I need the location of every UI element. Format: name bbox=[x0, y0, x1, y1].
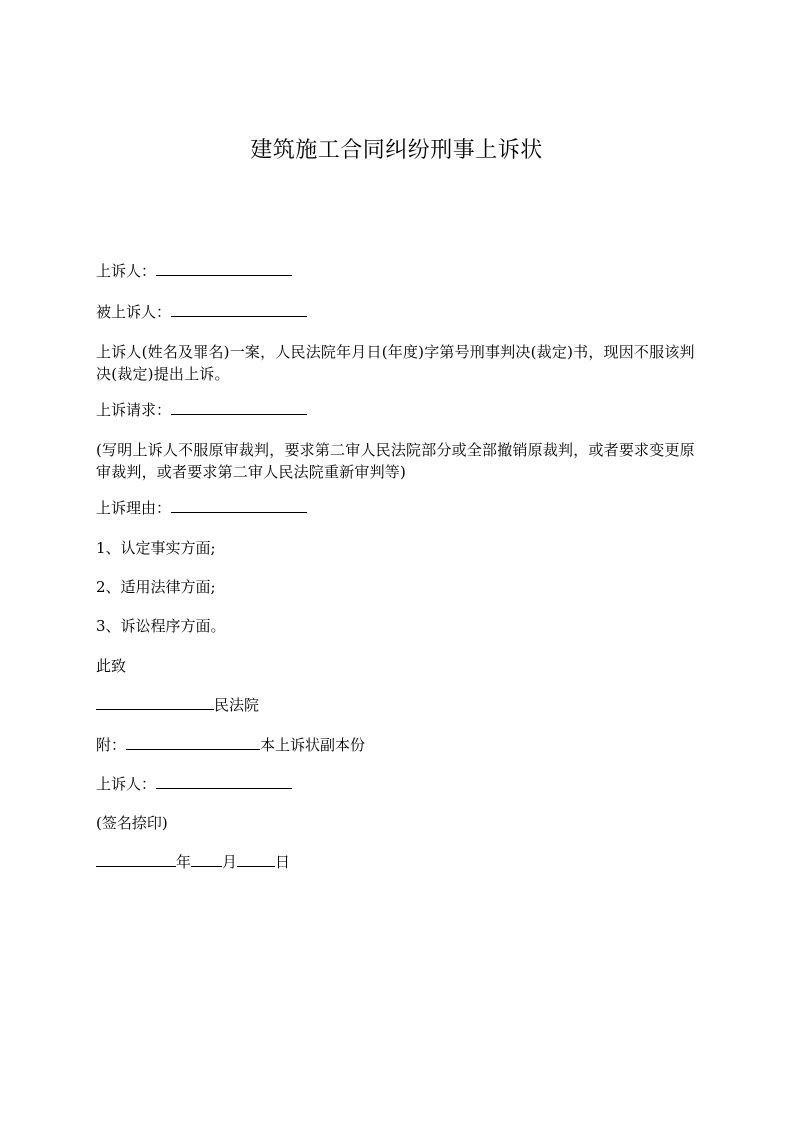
month-blank bbox=[191, 852, 222, 867]
date-day-label: 日 bbox=[275, 853, 291, 871]
reason-label: 上诉理由： bbox=[96, 499, 172, 517]
appellant-blank bbox=[156, 261, 292, 276]
signer-line bbox=[96, 773, 292, 795]
date-month-label: 月 bbox=[222, 853, 238, 871]
attachment-line bbox=[96, 734, 365, 756]
court-suffix: 民法院 bbox=[214, 696, 260, 714]
closing-text: 此致 bbox=[96, 657, 127, 675]
date-year-label: 年 bbox=[176, 853, 192, 871]
court-blank bbox=[96, 695, 214, 710]
document-title: 建筑施工合同纠纷刑事上诉状 bbox=[250, 138, 543, 163]
appellant-label: 上诉人： bbox=[96, 262, 157, 280]
year-blank bbox=[96, 852, 176, 867]
appellee-label: 被上诉人： bbox=[96, 303, 172, 321]
appellee-line bbox=[96, 301, 307, 323]
reason-item: 2、适用法律方面; bbox=[96, 578, 216, 596]
request-line bbox=[96, 399, 307, 421]
intro-paragraph: 上诉人(姓名及罪名)一案，人民法院年月日(年度)字第号刑事判决(裁定)书，现因不服该判决(裁定)提出上诉。 bbox=[96, 343, 695, 383]
reason-item: 3、诉讼程序方面。 bbox=[96, 617, 226, 635]
reason-line bbox=[96, 497, 307, 519]
request-blank bbox=[171, 400, 307, 415]
signer-label: 上诉人： bbox=[96, 775, 157, 793]
request-note: (写明上诉人不服原审裁判，要求第二审人民法院部分或全部撤销原裁判，或者要求变更原审裁判，或者要求第二审人民法院重新审判等) bbox=[96, 441, 695, 481]
reason-blank bbox=[171, 498, 307, 513]
attachment-suffix: 本上诉状副本份 bbox=[260, 736, 366, 754]
court-line bbox=[96, 694, 259, 716]
day-blank bbox=[237, 852, 275, 867]
reason-item: 1、认定事实方面; bbox=[96, 539, 216, 557]
attachment-blank bbox=[126, 735, 260, 750]
signature-note: (签名捺印) bbox=[96, 814, 168, 832]
attachment-label: 附： bbox=[96, 736, 127, 754]
request-label: 上诉请求： bbox=[96, 401, 172, 419]
date-line bbox=[96, 851, 290, 873]
appellee-blank bbox=[171, 302, 307, 317]
signer-blank bbox=[156, 774, 292, 789]
appellant-line bbox=[96, 260, 292, 282]
